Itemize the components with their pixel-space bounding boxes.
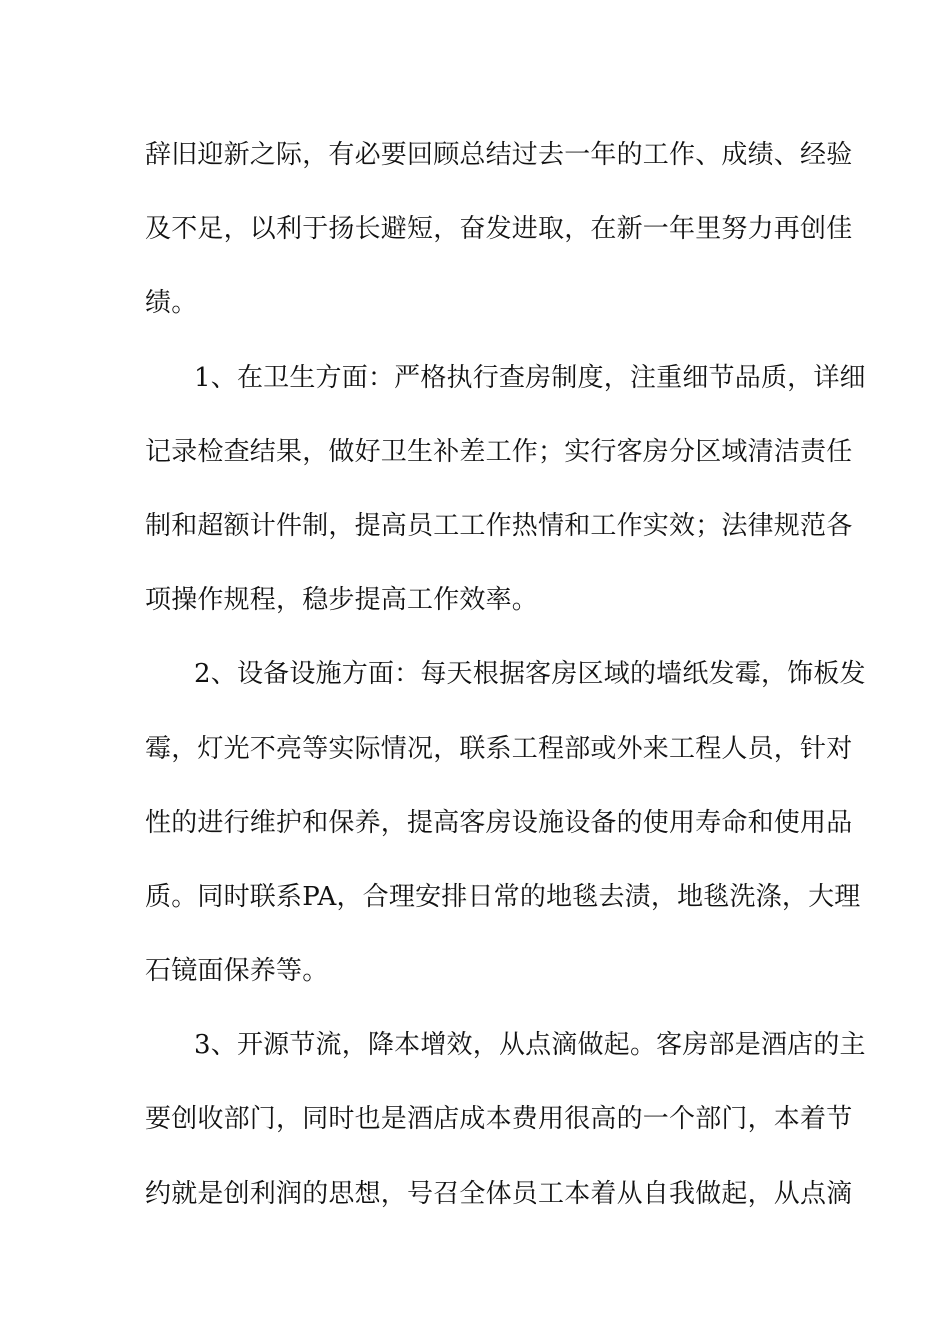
text-line: 石镜面保养等。 (145, 956, 329, 987)
text-line: 项操作规程，稳步提高工作效率。 (145, 585, 539, 616)
text-line: 约就是创利润的思想，号召全体员工本着从自我做起，从点滴 (145, 1178, 853, 1209)
paragraph-2-start: 2、设备设施方面：每天根据客房区域的墙纸发霉，饰板发 (194, 659, 866, 690)
text-line: 性的进行维护和保养，提高客房设施设备的使用寿命和使用品 (145, 807, 853, 838)
text-line: 辞旧迎新之际，有必要回顾总结过去一年的工作、成绩、经验 (145, 140, 853, 170)
text-line: 记录检查结果，做好卫生补差工作；实行客房分区域清洁责任 (145, 436, 853, 467)
paragraph-3-start: 3、开源节流，降本增效，从点滴做起。客房部是酒店的主 (194, 1030, 866, 1061)
text-line: 制和超额计件制，提高员工工作热情和工作实效；法律规范各 (145, 510, 853, 541)
text-line: 要创收部门，同时也是酒店成本费用很高的一个部门，本着节 (145, 1104, 853, 1135)
text-line: 及不足，以利于扬长避短，奋发进取，在新一年里努力再创佳 (145, 214, 853, 245)
document-body (145, 118, 866, 1231)
paragraph-1-start: 1、在卫生方面：严格执行查房制度，注重细节品质，详细 (194, 362, 866, 393)
text-line: 霉，灯光不亮等实际情况，联系工程部或外来工程人员，针对 (145, 733, 853, 764)
text-line: 质。同时联系PA，合理安排日常的地毯去渍，地毯洗涤，大理 (145, 881, 861, 912)
text-line: 绩。 (145, 288, 198, 319)
